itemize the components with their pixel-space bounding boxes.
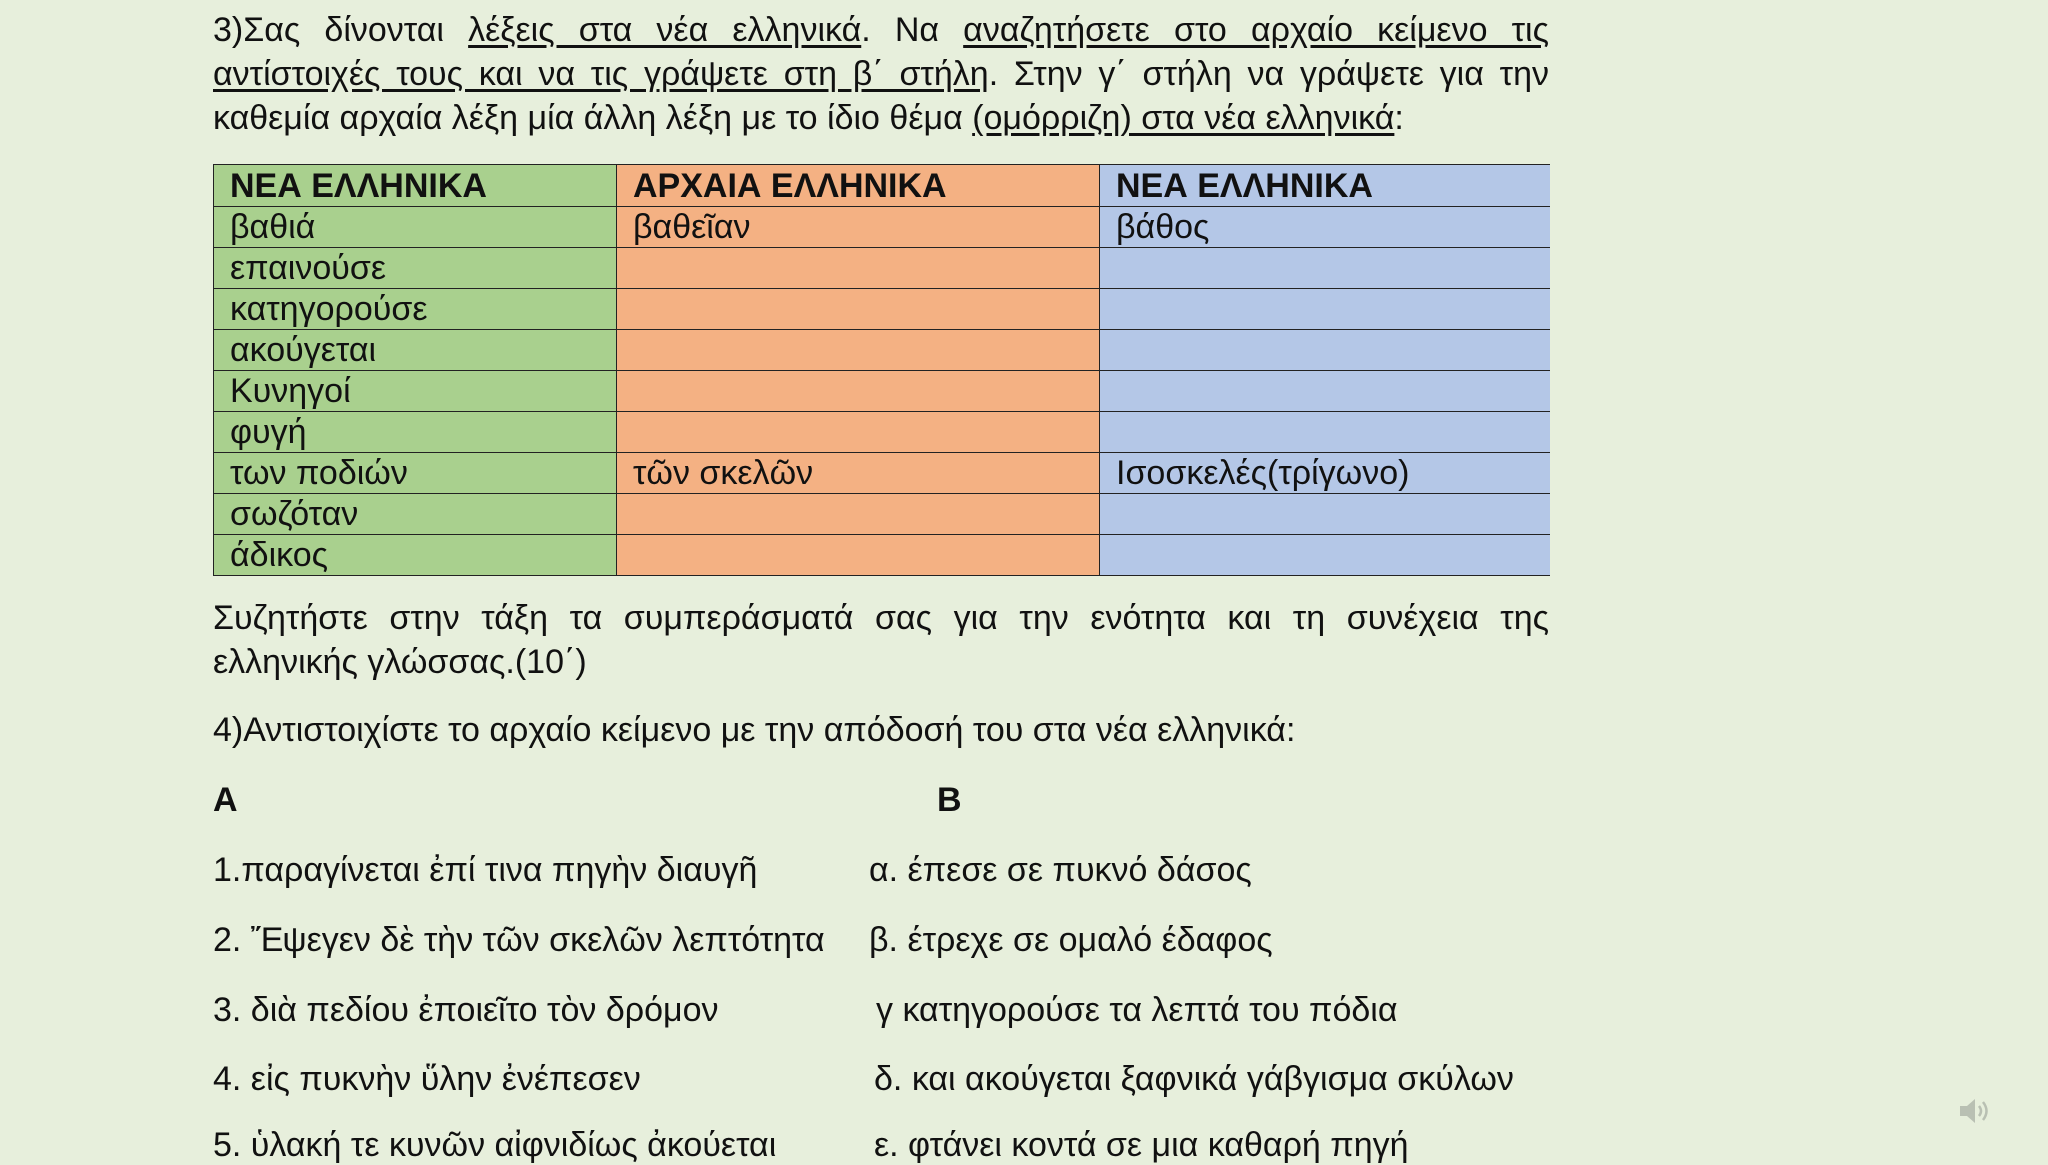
header-ancient-greek: ΑΡΧΑΙΑ ΕΛΛΗΝΙΚΑ [617, 165, 1100, 207]
table-header-row [214, 165, 1551, 207]
table-cell[interactable] [617, 412, 1100, 453]
table-cell[interactable] [617, 289, 1100, 330]
table-row [214, 330, 1551, 371]
speaker-icon[interactable] [1958, 1096, 1992, 1126]
q3-intro-text-2: . Να [861, 11, 964, 49]
table-cell: βαθιά [214, 207, 617, 248]
q3-intro-text-3: . Στην γ΄ στήλη να γράψετε για την καθεμία αρχαία λέξη μία άλλη λέξη με το ίδιο θέμα [213, 55, 1550, 137]
q4-title: 4)Αντιστοιχίστε το αρχαίο κείμενο με την απόδοσή του στα νέα ελληνικά: [213, 711, 1296, 749]
table-row [214, 535, 1551, 576]
q3-intro-text-4: : [1394, 99, 1404, 137]
table-cell[interactable]: βαθεῖαν [617, 207, 1100, 248]
table-cell[interactable] [1100, 535, 1551, 576]
table-cell: των ποδιών [214, 453, 617, 494]
q3-intro-underline-2: αναζητήσετε στο αρχαίο κείμενο τις αντίστοιχές τους και να τις γράψετε στη β΄ στήλη [213, 11, 1549, 93]
header-modern-greek: ΝΕΑ ΕΛΛΗΝΙΚΑ [214, 165, 617, 207]
q4-ancient-item: 5. ὑλακή τε κυνῶν αἰφνιδίως ἀκούεται [213, 1126, 777, 1164]
q3-intro-underline-3: (ομόρριζη) στα νέα ελληνικά [972, 99, 1395, 137]
q4-ancient-item: 2. Ἔψεγεν δὲ τὴν τῶν σκελῶν λεπτότητα [213, 921, 825, 959]
table-cell[interactable]: βάθος [1100, 207, 1551, 248]
q4-ancient-item: 4. εἰς πυκνὴν ὕλην ἐνέπεσεν [213, 1060, 641, 1098]
table-cell[interactable] [617, 371, 1100, 412]
table-cell: επαινούσε [214, 248, 617, 289]
table-cell: ακούγεται [214, 330, 617, 371]
table-cell: φυγή [214, 412, 617, 453]
table-cell[interactable] [1100, 330, 1551, 371]
table-row [214, 371, 1551, 412]
table-cell: Κυνηγοί [214, 371, 617, 412]
q4-column-b-label: Β [937, 781, 962, 819]
q3-intro-underline-1: λέξεις στα νέα ελληνικά [468, 11, 862, 49]
q3-discussion: Συζητήστε στην τάξη τα συμπεράσματά σας για την ενότητα και τη συνέχεια της ελληνικής γλώσσας.(10΄) [213, 599, 1549, 681]
q4-modern-item: β. έτρεχε σε ομαλό έδαφος [869, 921, 1273, 959]
table-cell[interactable] [1100, 412, 1551, 453]
table-cell[interactable] [617, 330, 1100, 371]
table-cell: κατηγορούσε [214, 289, 617, 330]
table-row [214, 207, 1551, 248]
q4-ancient-item: 1.παραγίνεται ἐπί τινα πηγὴν διαυγῆ [213, 851, 758, 889]
q4-modern-item: δ. και ακούγεται ξαφνικά γάβγισμα σκύλων [874, 1060, 1514, 1098]
table-cell[interactable] [617, 535, 1100, 576]
table-row [214, 494, 1551, 535]
q3-intro-text-1: 3)Σας δίνονται [213, 11, 469, 49]
table-row [214, 248, 1551, 289]
table-cell[interactable]: Ισοσκελές(τρίγωνο) [1100, 453, 1551, 494]
table-row [214, 289, 1551, 330]
table-cell: σωζόταν [214, 494, 617, 535]
table-row [214, 412, 1551, 453]
table-cell[interactable] [1100, 248, 1551, 289]
table-cell[interactable] [617, 494, 1100, 535]
q3-intro [213, 8, 1549, 140]
table-cell: άδικος [214, 535, 617, 576]
table-cell[interactable] [1100, 371, 1551, 412]
table-cell[interactable] [1100, 494, 1551, 535]
q4-modern-item: α. έπεσε σε πυκνό δάσος [869, 851, 1252, 889]
vocabulary-table [213, 164, 1550, 576]
q4-modern-item: γ κατηγορούσε τα λεπτά του πόδια [876, 991, 1398, 1029]
q4-column-a-label: Α [213, 781, 238, 819]
table-cell[interactable] [1100, 289, 1551, 330]
header-modern-greek-cognate: ΝΕΑ ΕΛΛΗΝΙΚΑ [1100, 165, 1551, 207]
table-cell[interactable]: τῶν σκελῶν [617, 453, 1100, 494]
q4-ancient-item: 3. διὰ πεδίου ἐποιεῖτο τὸν δρόμον [213, 991, 719, 1029]
table-row [214, 453, 1551, 494]
table-cell[interactable] [617, 248, 1100, 289]
q4-modern-item: ε. φτάνει κοντά σε μια καθαρή πηγή [874, 1126, 1409, 1164]
